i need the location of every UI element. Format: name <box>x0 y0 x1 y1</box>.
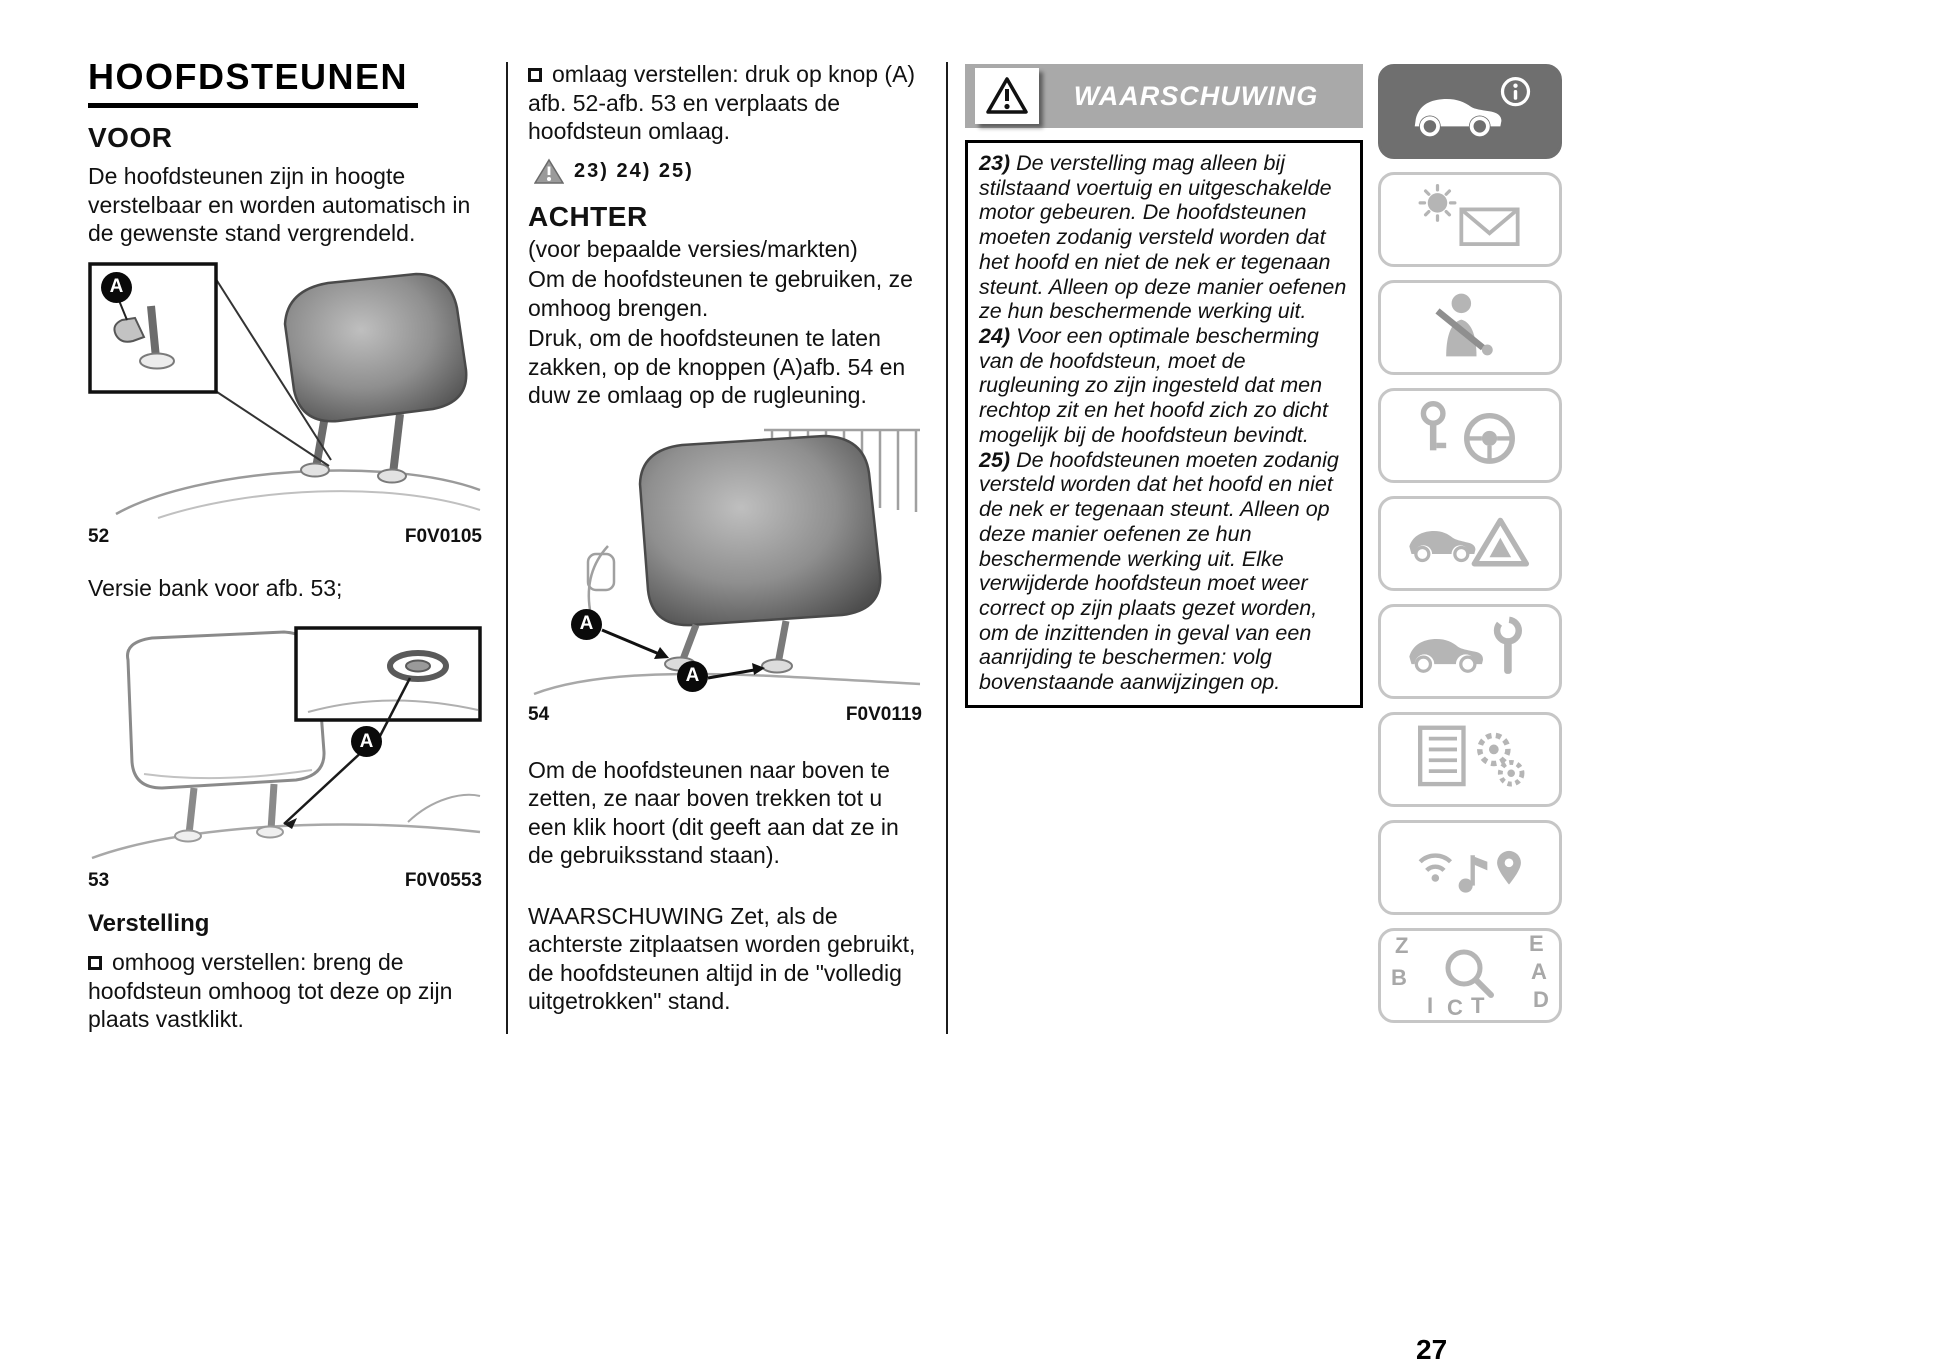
alphabetical-index-icon: Z E B A D I C T <box>1391 931 1549 1020</box>
square-bullet-icon <box>88 956 102 970</box>
sidebar-item-safety[interactable] <box>1378 280 1562 375</box>
achter-paragraph-1: Om de hoofdsteunen te gebruiken, ze omhoog brengen. <box>528 266 913 321</box>
bullet-omlaag: omlaag verstellen: druk op knop (A) afb. 52-afb. 53 en verplaats de hoofdsteun omlaag. <box>528 61 916 145</box>
sidebar-item-emergency[interactable] <box>1378 496 1562 591</box>
achter-paragraph-2: Druk, om de hoofdsteunen te laten zakken, op de knoppen (A)afb. 54 en duw ze omlaag op de rugleuning. <box>528 325 906 409</box>
versie-bank-paragraph: Versie bank voor afb. 53; <box>88 574 343 601</box>
page-number: 27 <box>1416 1334 1448 1365</box>
warning-item: 24) Voor een optimale bescherming van de hoofdsteun, moet de rugleuning zo zijn ingesteld dat men rechtop zit en het hoofd zich zo dicht mogelijk bij de hoofdsteun bevindt. <box>979 324 1328 447</box>
figure-number: 54 <box>528 703 550 725</box>
figure-54-drawing <box>528 426 922 698</box>
intro-paragraph: De hoofdsteunen zijn in hoogte verstelbaar en worden automatisch in de gewenste stand vergrendeld. <box>88 163 471 247</box>
figure-code: F0V0119 <box>845 703 922 725</box>
sidebar-item-dashboard[interactable] <box>1378 172 1562 267</box>
column-divider <box>946 62 948 1034</box>
car-info-icon <box>1405 73 1535 150</box>
figure-54 <box>528 426 922 726</box>
figure-number: 53 <box>88 870 110 892</box>
sidebar-item-starting-driving[interactable] <box>1378 388 1562 483</box>
signal-music-pin-icon <box>1405 829 1535 906</box>
section-voor-heading: VOOR <box>88 122 173 153</box>
section-achter-heading: ACHTER <box>528 200 648 232</box>
figure-code: F0V0105 <box>404 525 482 547</box>
figure-number: 52 <box>88 525 110 547</box>
chapter-sidebar <box>1378 64 1562 1023</box>
sidebar-item-vehicle-info[interactable] <box>1378 64 1562 159</box>
callout-a: A <box>571 609 602 640</box>
callout-a: A <box>101 272 132 303</box>
column-middle <box>528 60 922 1016</box>
achter-subtitle: (voor bepaalde versies/markten) <box>528 235 858 262</box>
achter-paragraph-3: Om de hoofdsteunen naar boven te zetten, ze naar boven trekken tot u een klik hoort (dit geeft aan dat ze in de gebruiksstand staan). <box>528 756 899 869</box>
car-warning-triangle-icon <box>1405 505 1535 582</box>
sidebar-item-maintenance[interactable] <box>1378 604 1562 699</box>
figure-52-drawing <box>88 262 482 520</box>
warning-header <box>965 64 1363 128</box>
warning-triangle-box <box>975 68 1039 124</box>
warning-body <box>965 140 1363 708</box>
warning-triangle-icon <box>534 158 564 185</box>
sidebar-item-alphabetical-index[interactable] <box>1378 928 1562 1023</box>
warning-triangle-icon <box>985 76 1029 116</box>
figure-53-caption <box>88 870 482 892</box>
magnifier-icon <box>1439 943 1499 1003</box>
figure-code: F0V0553 <box>404 870 482 892</box>
callout-a: A <box>351 726 382 757</box>
sun-envelope-icon <box>1405 181 1535 258</box>
column-divider <box>506 62 508 1034</box>
bullet-omhoog: omhoog verstellen: breng de hoofdsteun omhoog tot deze op zijn plaats vastklikt. <box>88 949 453 1033</box>
figure-53 <box>88 626 482 892</box>
warning-ref-numbers: 23) 24) 25) <box>574 159 694 182</box>
square-bullet-icon <box>528 68 542 82</box>
seatbelt-person-icon <box>1405 289 1535 366</box>
warning-title: WAARSCHUWING <box>1073 80 1319 111</box>
sidebar-item-technical-data[interactable] <box>1378 712 1562 807</box>
page-title: HOOFDSTEUNEN <box>88 56 409 97</box>
warning-item: 25) De hoofdsteunen moeten zodanig versteld worden dat het hoofd en niet de nek er tegenaan steunt. Alleen op deze manier oefenen ze hun beschermende werking uit. Elke verwijderde hoofdsteun moet weer correct op zijn plaats gezet worden, om de inzittenden in geval van een aanrijding te beschermen: volg bovenstaande aanwijzingen op. <box>979 447 1339 695</box>
car-wrench-icon <box>1405 613 1535 690</box>
key-steering-wheel-icon <box>1405 397 1535 474</box>
warning-references <box>528 158 922 185</box>
figure-54-caption <box>528 704 922 726</box>
figure-52-caption <box>88 526 482 548</box>
sidebar-item-multimedia[interactable] <box>1378 820 1562 915</box>
callout-a: A <box>677 661 708 692</box>
achter-paragraph-4: WAARSCHUWING Zet, als de achterste zitplaatsen worden gebruikt, de hoofdsteunen altijd in de "volledig uitgetrokken" stand. <box>528 902 916 1015</box>
figure-53-drawing <box>88 626 482 864</box>
list-gears-icon <box>1405 721 1535 798</box>
figure-52 <box>88 262 482 548</box>
verstelling-heading: Verstelling <box>88 910 210 938</box>
warning-item: 23) De verstelling mag alleen bij stilstaand voertuig en uitgeschakelde motor gebeuren. De hoofdsteunen moeten zodanig versteld worden dat het hoofd en niet de nek er tegenaan steunt. Alleen op deze manier oefenen ze hun beschermende werking uit. <box>979 151 1347 324</box>
title-underline <box>88 103 418 108</box>
warning-column <box>965 64 1363 708</box>
column-left <box>88 56 482 1034</box>
